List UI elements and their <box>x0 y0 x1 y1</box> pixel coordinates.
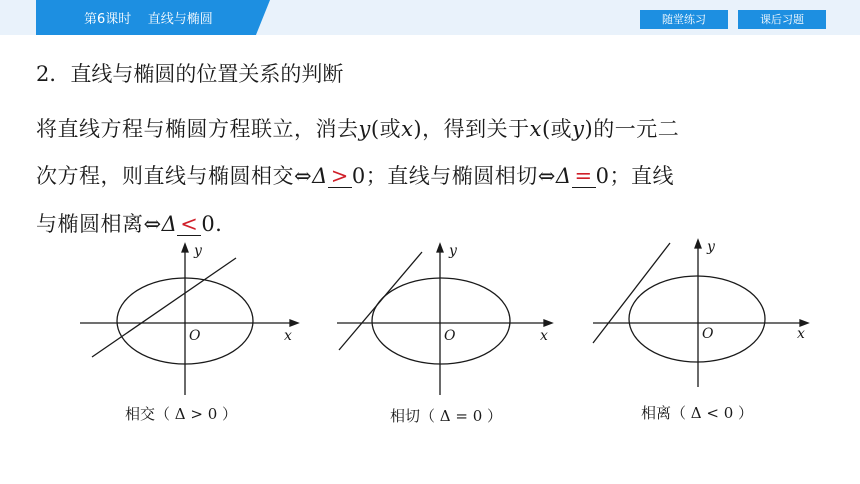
answer-blank-separate: < <box>177 213 201 236</box>
text-segment: ；直线 <box>609 164 675 188</box>
y-axis-arrow-icon <box>695 240 701 248</box>
y-axis-label: y <box>449 243 457 259</box>
text-segment: (或 <box>541 117 573 141</box>
var-y: y <box>572 117 585 141</box>
text-segment: 与椭圆相离⇔ <box>36 212 162 236</box>
y-axis-label: y <box>194 243 202 259</box>
origin-label: O <box>189 328 201 344</box>
caption-tangent: 相切（ Δ = 0 ） <box>390 407 503 425</box>
secant-line <box>92 258 236 357</box>
zero-value: 0 <box>351 164 366 188</box>
homework-button[interactable]: 课后习题 <box>738 10 826 29</box>
lesson-title: 第6课时 直线与椭圆 <box>84 12 213 27</box>
x-axis-label: x <box>284 328 292 344</box>
x-axis-label: x <box>797 326 805 342</box>
y-axis-label: y <box>707 239 715 255</box>
text-segment: 将直线方程与椭圆方程联立，消去 <box>36 117 359 141</box>
origin-label: O <box>702 326 714 342</box>
delta-symbol: Δ <box>555 164 572 188</box>
ellipse <box>629 276 765 362</box>
text-segment: )的一元二 <box>584 117 680 141</box>
y-axis-arrow-icon <box>182 244 188 252</box>
x-axis-arrow-icon <box>290 320 298 326</box>
text-segment: ． <box>215 212 237 236</box>
var-y: y <box>358 117 371 141</box>
var-x: x <box>529 117 542 141</box>
x-axis-arrow-icon <box>544 320 552 326</box>
tangent-line <box>339 252 422 350</box>
origin-label: O <box>444 328 456 344</box>
caption-separate: 相离（ Δ < 0 ） <box>641 404 754 422</box>
figure-tangent <box>337 244 552 395</box>
text-segment: (或 <box>370 117 402 141</box>
caption-intersect: 相交（ Δ > 0 ） <box>125 405 238 423</box>
delta-symbol: Δ <box>312 164 328 188</box>
text-segment: )，得到关于 <box>413 117 530 141</box>
section-heading: 2．直线与椭圆的位置关系的判断 <box>36 62 344 86</box>
delta-symbol: Δ <box>161 212 178 236</box>
text-segment: ；直线与椭圆相切⇔ <box>365 164 556 188</box>
separate-line <box>593 243 670 343</box>
figure-separate <box>593 240 808 387</box>
in-class-practice-button[interactable]: 随堂练习 <box>640 10 728 29</box>
zero-value: 0 <box>595 164 610 188</box>
answer-blank-intersect: > <box>328 165 352 188</box>
x-axis-label: x <box>540 328 548 344</box>
var-x: x <box>401 117 414 141</box>
y-axis-arrow-icon <box>437 244 443 252</box>
answer-blank-tangent: = <box>572 165 596 188</box>
text-segment: 次方程，则直线与椭圆相交⇔ <box>36 164 313 188</box>
figure-intersect <box>80 244 298 395</box>
zero-value: 0 <box>201 212 216 236</box>
ellipse <box>372 278 510 364</box>
